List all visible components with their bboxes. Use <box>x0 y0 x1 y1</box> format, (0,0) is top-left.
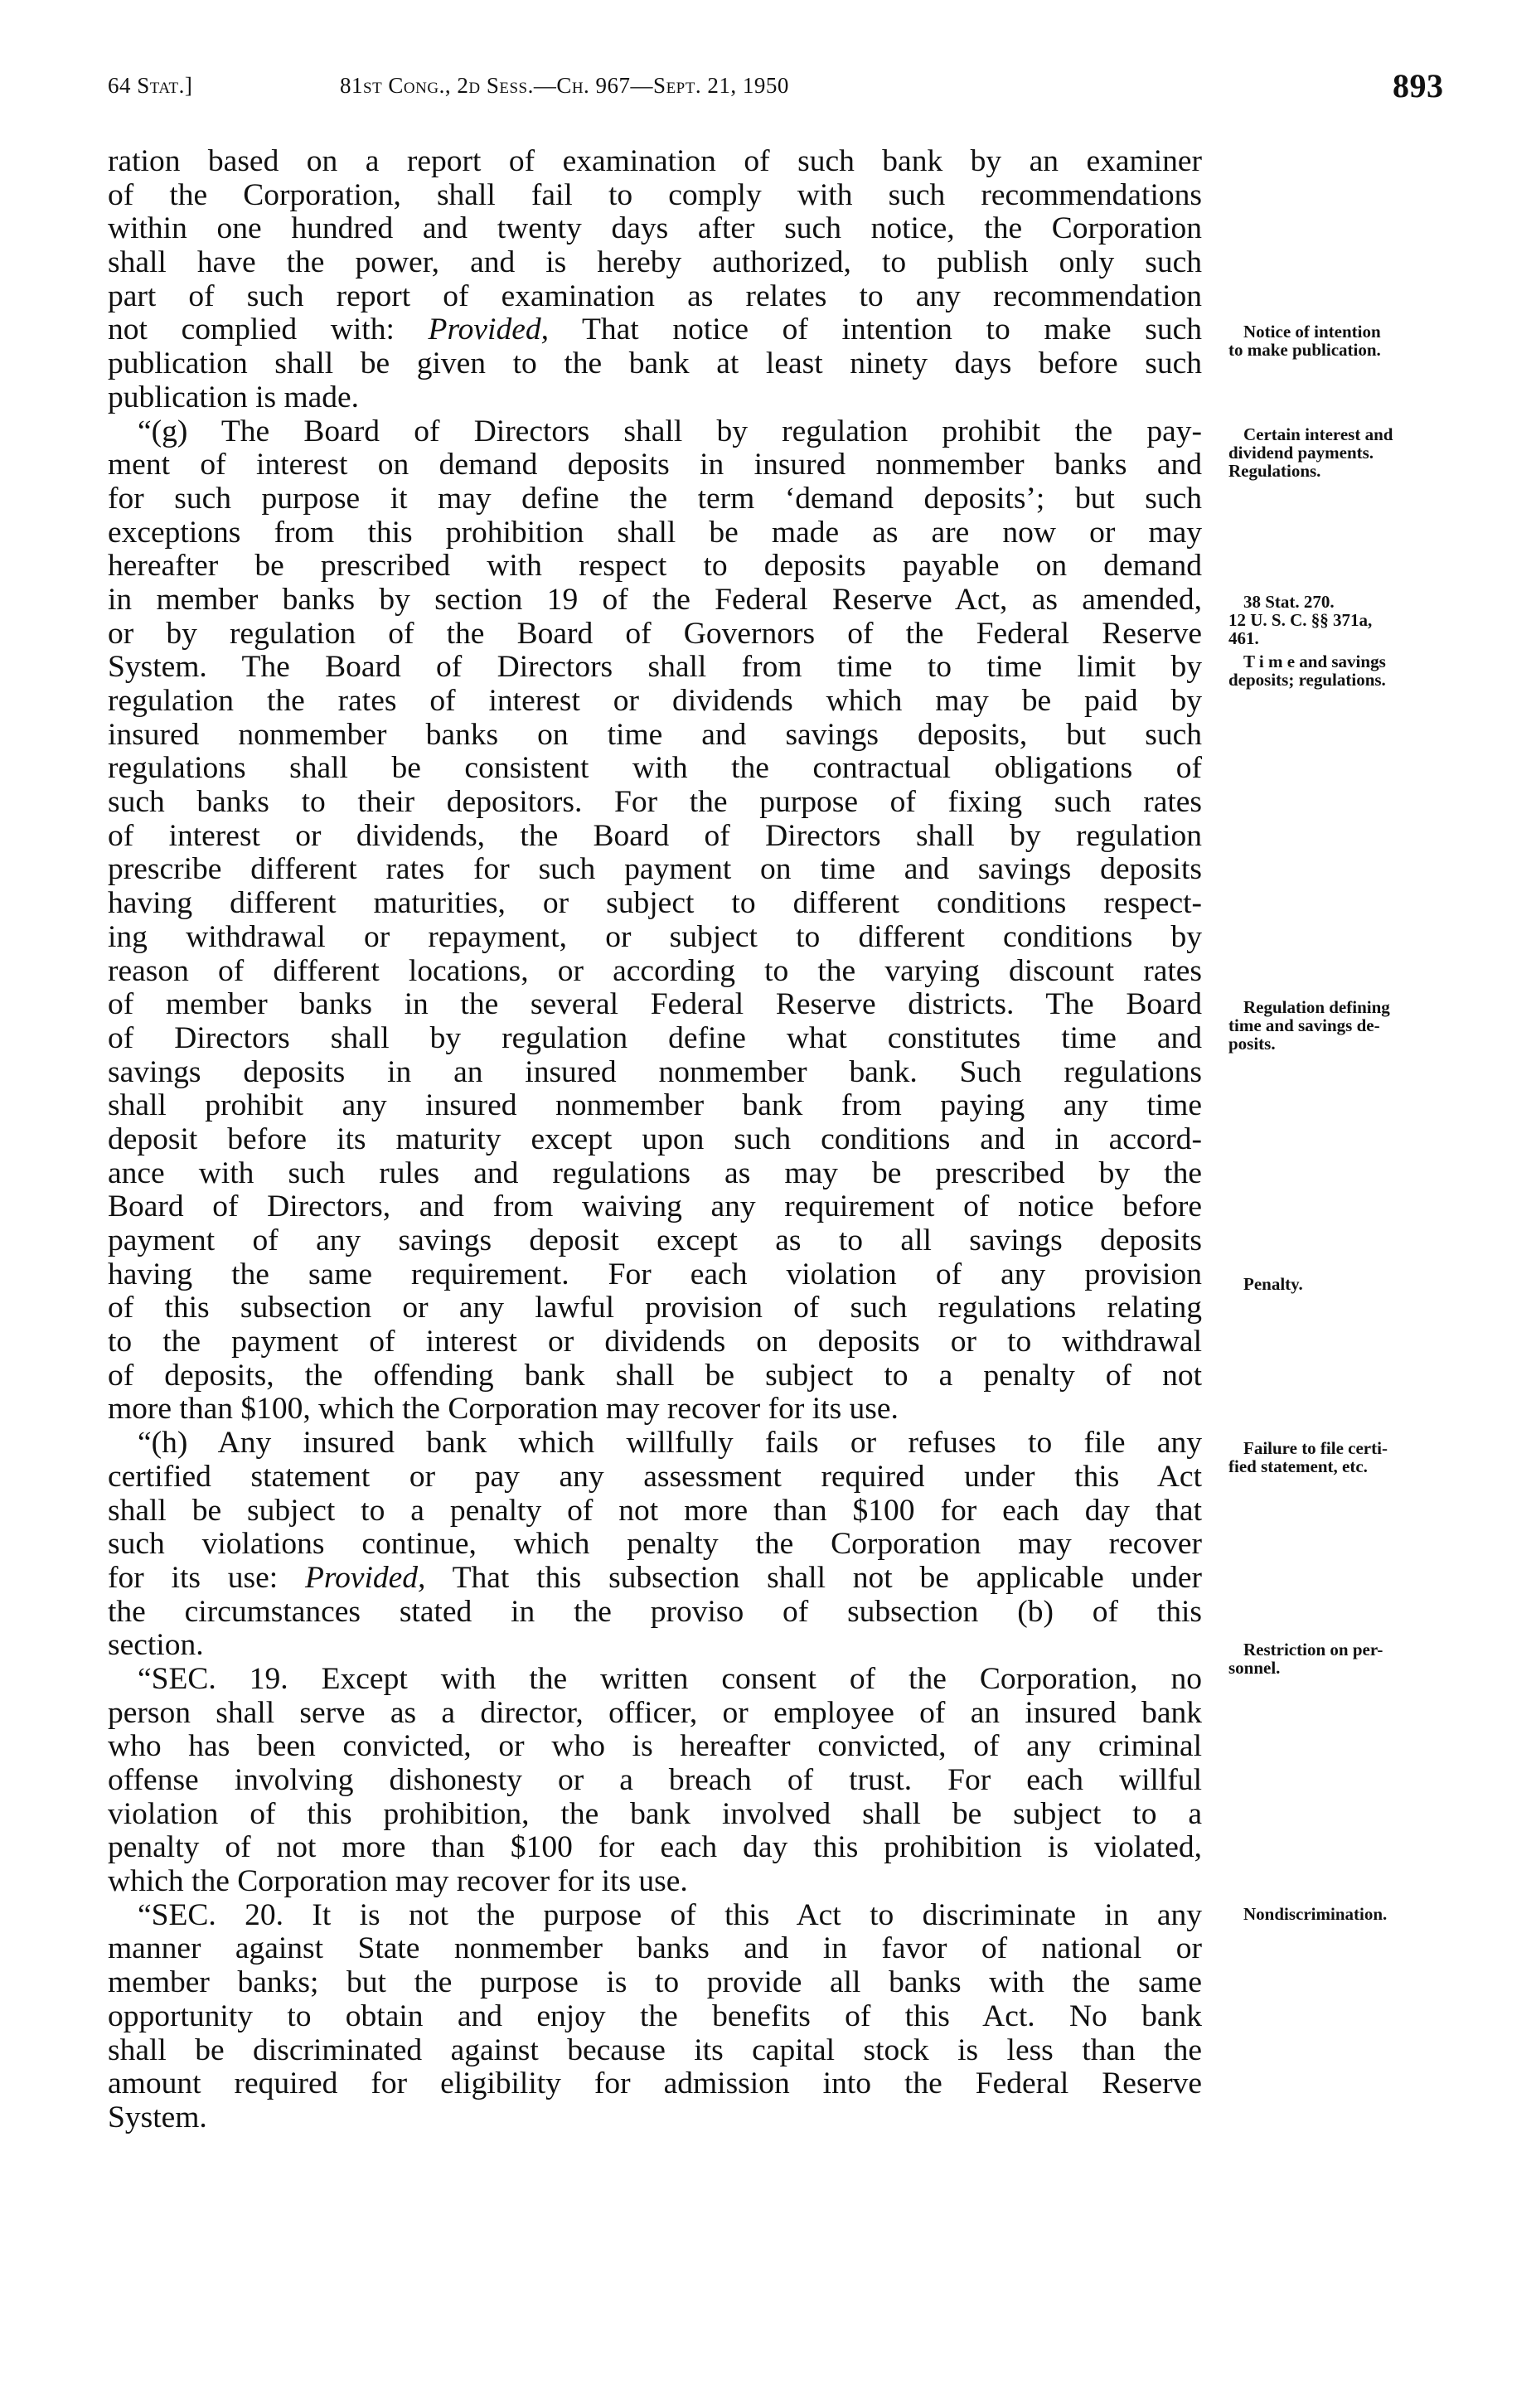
text-line: more than $100, which the Corporation may recover for its use. <box>108 1392 899 1427</box>
text-line: certified statement or pay any assessment required under this Act <box>108 1459 1202 1494</box>
margin-note-line: Nondiscrimination. <box>1243 1904 1388 1924</box>
margin-note-line: dividend payments. <box>1228 443 1374 463</box>
italic-proviso: Provided, <box>304 1560 426 1595</box>
text-line: savings deposits in an insured nonmember bank. Such regulations <box>108 1054 1202 1089</box>
text-line: “SEC. 19. Except with the written consent of the Corporation, no <box>138 1661 1202 1696</box>
text-line: having different maturities, or subject to different conditions respect- <box>108 886 1202 921</box>
text-line: in member banks by section 19 of the Federal Reserve Act, as amended, <box>108 582 1202 617</box>
margin-note <box>1228 593 1456 647</box>
text-line <box>108 313 1202 347</box>
margin-note-line: posits. <box>1228 1034 1276 1054</box>
margin-note <box>1228 998 1456 1053</box>
margin-note-line: sonnel. <box>1228 1658 1281 1678</box>
italic-proviso: Provided, <box>428 313 549 347</box>
text-line: such violations continue, which penalty the Corporation may recover <box>108 1527 1202 1562</box>
text-line: ance with such rules and regulations as may be prescribed by the <box>108 1156 1202 1190</box>
text-line: exceptions from this prohibition shall be made as are now or may <box>108 515 1202 550</box>
text-line: ing withdrawal or repayment, or subject to different conditions by <box>108 919 1202 954</box>
text-segment: That this subsection shall not be applicable under <box>425 1560 1202 1595</box>
text-line: of the Corporation, shall fail to comply with such recommendations <box>108 177 1202 212</box>
text-segment: for its use: <box>108 1560 305 1595</box>
text-line: payment of any savings deposit except as to all savings deposits <box>108 1223 1202 1257</box>
margin-note-line: to make publication. <box>1228 340 1381 360</box>
page-number: 893 <box>1393 67 1444 104</box>
margin-note-line: Certain interest and <box>1243 424 1393 444</box>
margin-note <box>1228 1439 1456 1475</box>
margin-note <box>1228 1275 1456 1293</box>
text-line: penalty of not more than $100 for each day this prohibition is violated, <box>108 1830 1202 1865</box>
text-line: reason of different locations, or according to the varying discount rates <box>108 953 1202 988</box>
text-line: part of such report of examination as relates to any recommendation <box>108 279 1202 313</box>
text-line: having the same requirement. For each violation of any provision <box>108 1257 1202 1291</box>
text-line: of interest or dividends, the Board of Directors shall by regulation <box>108 818 1202 853</box>
text-line: of deposits, the offending bank shall be subject to a penalty of not <box>108 1358 1202 1393</box>
text-line: publication shall be given to the bank at least ninety days before such <box>108 346 1202 381</box>
text-line: hereafter be prescribed with respect to deposits payable on demand <box>108 549 1202 584</box>
margin-note <box>1228 1905 1456 1923</box>
text-line: Board of Directors, and from waiving any requirement of notice before <box>108 1189 1202 1224</box>
text-line: ment of interest on demand deposits in insured nonmember banks and <box>108 448 1202 482</box>
text-line: regulations shall be consistent with the contractual obligations of <box>108 751 1202 786</box>
text-segment: That notice of intention to make such <box>549 313 1202 347</box>
text-line: “(g) The Board of Directors shall by regulation prohibit the pay- <box>138 414 1202 448</box>
text-line: System. The Board of Directors shall from time to time limit by <box>108 650 1202 685</box>
text-line: amount required for eligibility for admission into the Federal Reserve <box>108 2066 1202 2101</box>
margin-note-line: Failure to file certi- <box>1243 1438 1388 1458</box>
text-line: or by regulation of the Board of Governors of the Federal Reserve <box>108 616 1202 651</box>
text-segment: not complied with: <box>108 313 429 347</box>
text-line: shall be subject to a penalty of not more than $100 for each day that <box>108 1493 1202 1528</box>
text-line: manner against State nonmember banks and in favor of national or <box>108 1931 1202 1966</box>
margin-note <box>1228 1640 1456 1677</box>
text-line: “(h) Any insured bank which willfully fails or refuses to file any <box>138 1426 1202 1461</box>
text-line <box>108 1562 1202 1596</box>
text-line: within one hundred and twenty days after such notice, the Corporation <box>108 211 1202 246</box>
text-line: “SEC. 20. It is not the purpose of this Act to discriminate in any <box>138 1897 1202 1932</box>
text-line: of Directors shall by regulation define what constitutes time and <box>108 1020 1202 1055</box>
text-line: opportunity to obtain and enjoy the benefits of this Act. No bank <box>108 1999 1202 2033</box>
text-line: publication is made. <box>108 380 360 414</box>
margin-note-line: Regulations. <box>1228 461 1321 481</box>
text-line: offense involving dishonesty or a breach of trust. For each willful <box>108 1763 1202 1797</box>
text-line: shall prohibit any insured nonmember bank from paying any time <box>108 1088 1202 1123</box>
margin-note <box>1228 322 1456 359</box>
running-head-session: 81st Cong., 2d Sess.—Ch. 967—Sept. 21, 1950 <box>340 73 789 98</box>
margin-note <box>1228 652 1456 689</box>
text-line: regulation the rates of interest or dividends which may be paid by <box>108 684 1202 718</box>
text-line: such banks to their depositors. For the purpose of fixing such rates <box>108 785 1202 820</box>
margin-note-line: 12 U. S. C. §§ 371a, <box>1228 610 1373 630</box>
running-head-volume: 64 Stat.] <box>108 73 193 98</box>
text-line: of member banks in the several Federal Reserve districts. The Board <box>108 987 1202 1022</box>
text-line: to the payment of interest or dividends on deposits or to withdrawal <box>108 1325 1202 1359</box>
text-line: insured nonmember banks on time and savings deposits, but such <box>108 717 1202 752</box>
margin-note-line: 461. <box>1228 628 1259 648</box>
text-line: person shall serve as a director, officer, or employee of an insured bank <box>108 1695 1202 1730</box>
margin-note-line: time and savings de- <box>1228 1015 1380 1035</box>
margin-note-line: T i m e and savings <box>1243 652 1386 671</box>
margin-note-line: Restriction on per- <box>1243 1640 1383 1659</box>
text-line: of this subsection or any lawful provision of such regulations relating <box>108 1291 1202 1325</box>
margin-note-line: fied statement, etc. <box>1228 1456 1368 1476</box>
text-line: deposit before its maturity except upon such conditions and in accord- <box>108 1122 1202 1156</box>
margin-note-line: 38 Stat. 270. <box>1243 592 1335 612</box>
text-line: prescribe different rates for such payment on time and savings deposits <box>108 852 1202 887</box>
text-line: ration based on a report of examination of such bank by an examiner <box>108 144 1202 178</box>
text-line: shall be discriminated against because its capital stock is less than the <box>108 2033 1202 2067</box>
text-line: violation of this prohibition, the bank involved shall be subject to a <box>108 1796 1202 1831</box>
margin-note-line: Penalty. <box>1243 1274 1303 1294</box>
statute-body-text <box>108 145 1202 2135</box>
text-line: section. <box>108 1628 204 1663</box>
text-line: shall have the power, and is hereby authorized, to publish only such <box>108 245 1202 280</box>
text-line: who has been convicted, or who is hereafter convicted, of any criminal <box>108 1729 1202 1764</box>
margin-note-line: Regulation defining <box>1243 997 1390 1017</box>
text-line: the circumstances stated in the proviso of subsection (b) of this <box>108 1594 1202 1629</box>
margin-note-line: deposits; regulations. <box>1228 670 1386 690</box>
text-line: for such purpose it may define the term ‘demand deposits’; but such <box>108 481 1202 516</box>
text-line: member banks; but the purpose is to provide all banks with the same <box>108 1965 1202 2000</box>
margin-note-line: Notice of intention <box>1243 322 1381 342</box>
text-line: which the Corporation may recover for its use. <box>108 1864 688 1899</box>
text-line: System. <box>108 2100 207 2134</box>
margin-note <box>1228 425 1456 480</box>
